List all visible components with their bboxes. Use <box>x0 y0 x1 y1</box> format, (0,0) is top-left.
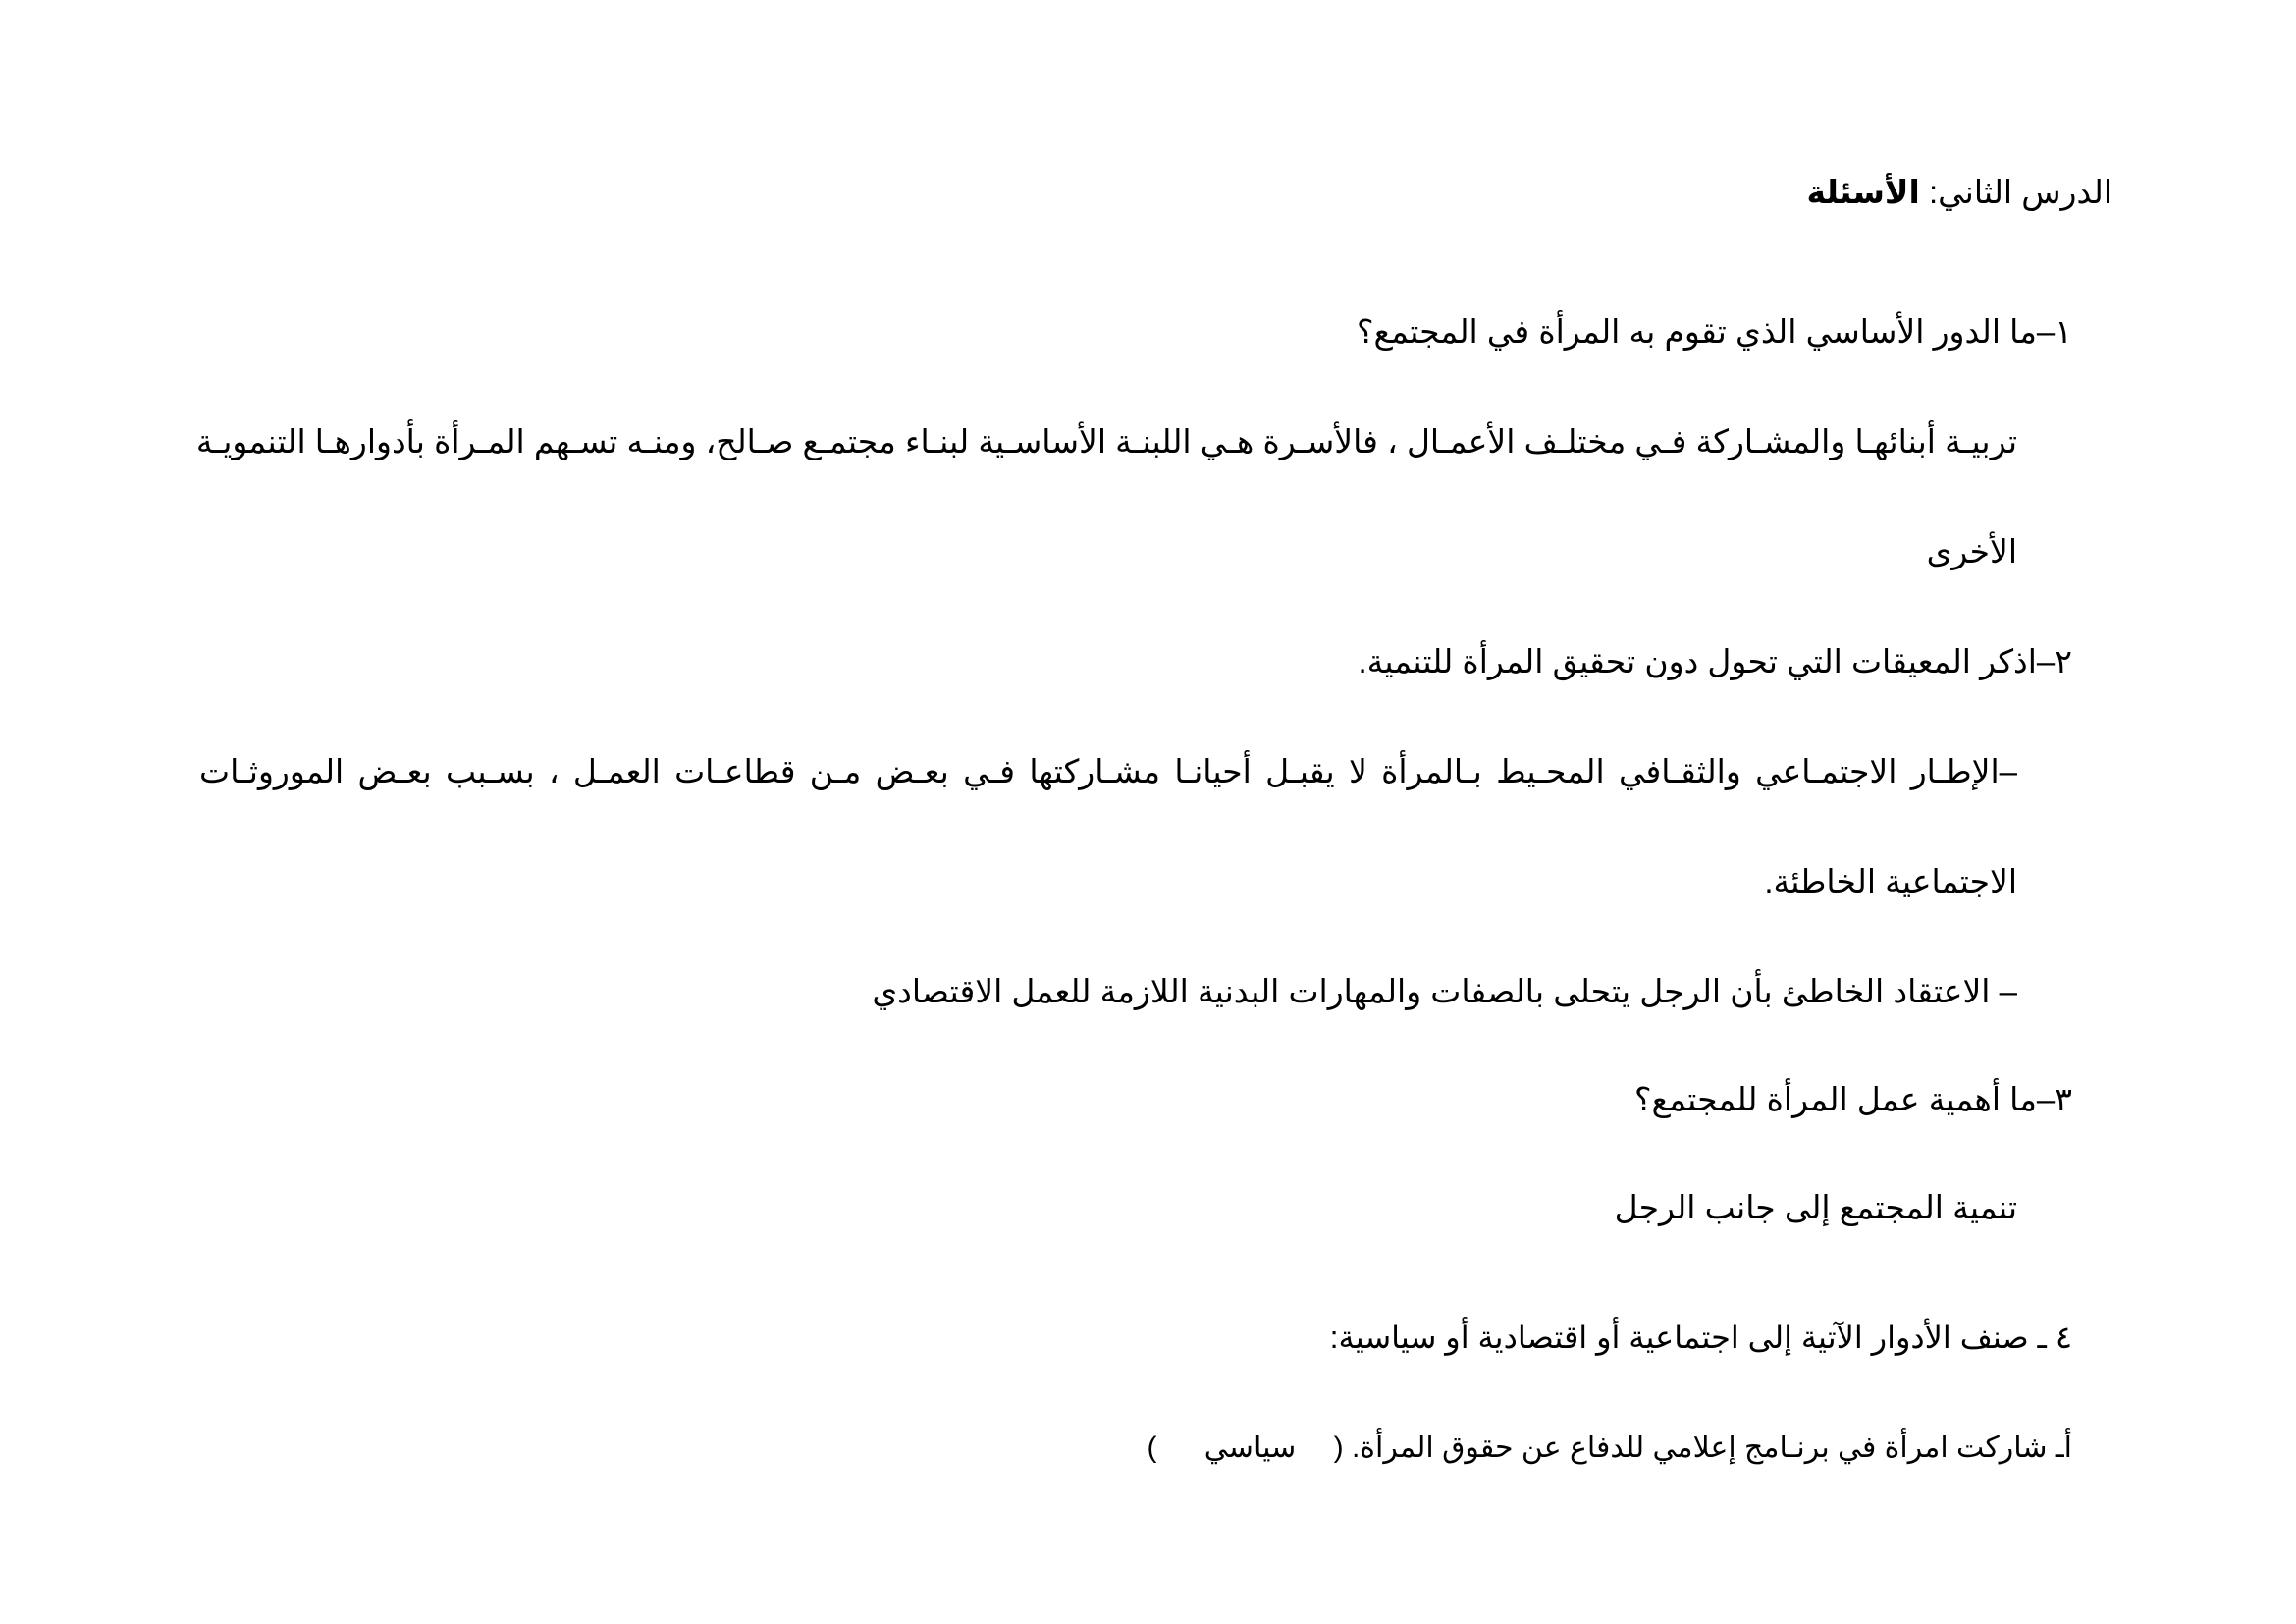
question-4-item-a <box>1147 1427 2072 1470</box>
item-a-text: أـ شاركت امرأة في برنـامج إعلامي للدفاع عن حقوق المرأة. <box>1351 1432 2072 1464</box>
item-a-answer: سياسي <box>1203 1432 1297 1464</box>
question-4: ٤ ـ صنف الأدوار الآتية إلى اجتماعية أو اقتصادية أو سياسية: <box>1329 1320 2072 1355</box>
item-a-paren-open: ( <box>1333 1432 1344 1464</box>
item-a-paren-close: ) <box>1147 1432 1157 1464</box>
answer-2-item-2: – الاعتقاد الخاطئ بأن الرجل يتحلى بالصفات والمهارات البدنية اللازمة للعمل الاقتصادي <box>872 973 2017 1009</box>
question-2: ٢–اذكر المعيقات التي تحول دون تحقيق المرأة للتنمية. <box>1358 643 2072 679</box>
answer-3: تنمية المجتمع إلى جانب الرجل <box>1614 1189 2017 1225</box>
lesson-heading: الأسئلة <box>1806 174 1920 210</box>
answer-2-item-1-line-2: الاجتماعية الخاطئة. <box>1764 863 2017 899</box>
question-1: ١–ما الدور الأساسي الذي تقوم به المرأة في المجتمع؟ <box>1356 313 2072 350</box>
lesson-label: الدرس الثاني: <box>1919 174 2112 210</box>
question-3: ٣–ما أهمية عمل المرأة للمجتمع؟ <box>1634 1081 2072 1117</box>
answer-1-line-1: تربيـة أبنائهـا والمشـاركة فـي مختلـف الأعمـال ، فالأسـرة هـي اللبنـة الأساسـية لبنـاء مجتمـع صـالح، ومنـه تسـهم المـرأة بأدوارهـا التنمويـة <box>195 423 2017 460</box>
lesson-title <box>1807 171 2113 214</box>
answer-1-line-2: الأخرى <box>1926 533 2017 569</box>
answer-2-item-1-line-1: –الإطـار الاجتمـاعي والثقـافي المحـيط بـالمرأة لا يقبـل أحيانـا مشـاركتها فـي بعـض مـن قطاعـات العمـل ، بسـبب بعـض الموروثـات <box>199 753 2017 789</box>
